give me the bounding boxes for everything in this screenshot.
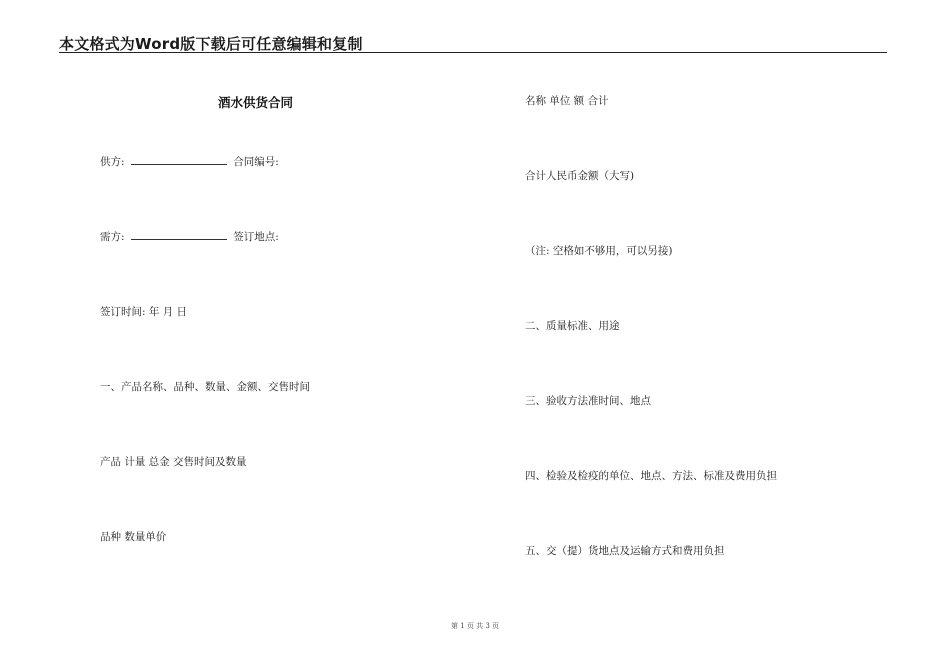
sign-place-label: 签订地点: [233,231,279,243]
header-divider [59,52,887,53]
contract-no-label: 合同编号: [233,156,279,168]
supplier-label: 供方: [100,156,125,168]
total-rmb-line: 合计人民币金额（大写) [525,170,635,182]
sign-time-line: 签订时间: 年 月 日 [100,306,188,318]
section-3-heading: 三、验收方法准时间、地点 [525,395,651,407]
table-header-row-1: 产品 计量 总金 交售时间及数量 [100,456,247,468]
supplier-blank [131,155,227,165]
table-header-row-3: 名称 单位 额 合计 [525,95,609,107]
section-5-heading: 五、交（提）货地点及运输方式和费用负担 [525,545,725,557]
note-line: （注: 空格如不够用，可以另接) [525,245,673,257]
header-banner: 本文格式为Word版下载后可任意编辑和复制 [59,35,363,53]
section-1-heading: 一、产品名称、品种、数量、金额、交售时间 [100,381,310,393]
supplier-line [100,154,279,169]
section-4-heading: 四、检验及检疫的单位、地点、方法、标准及费用负担 [525,470,777,482]
document-title: 酒水供货合同 [218,95,294,110]
section-2-heading: 二、质量标准、用途 [525,320,620,332]
buyer-blank [131,230,227,240]
buyer-label: 需方: [100,231,125,243]
table-header-row-2: 品种 数量单价 [100,531,167,543]
buyer-line [100,229,279,244]
page-footer: 第 1 页 共 3 页 [450,622,500,630]
